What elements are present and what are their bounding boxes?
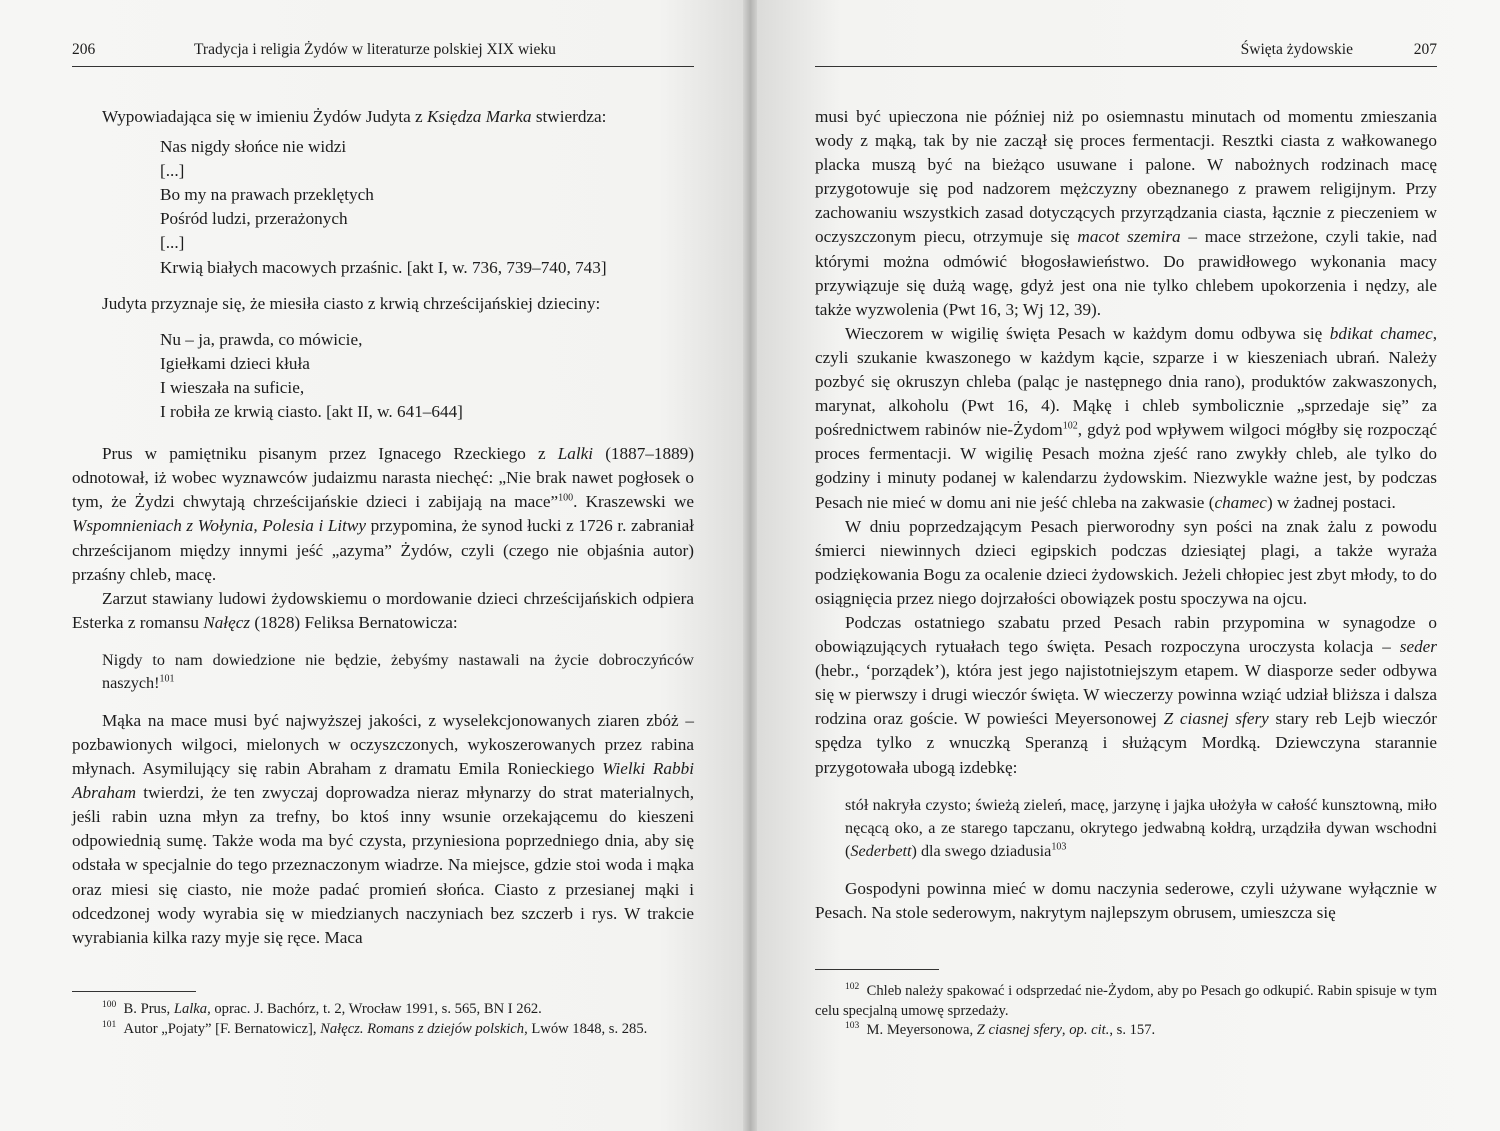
page-number-left: 206: [72, 41, 96, 58]
verse-line: Bo my na prawach przeklętych: [160, 185, 374, 205]
term-seder: seder: [1399, 637, 1437, 657]
drama-title-wielki-rabbi: Wielki Rabbi Abraham: [72, 759, 694, 803]
paragraph-seder: Podczas ostatniego szabatu przed Pesach rabin przypomina w synagodze o obowiązujących rytuałach tego święta. Pesach rozpoczyna uroczysta kolacja – seder (hebr., ‘porządek’), która jest jego najistotniejszym etapem. W diasporze seder odbywa się w pierwszy i drugi wieczór święta. W wieczerzy powinna wziąć udział bliższa i dalsza rodzina oraz goście. W powieści Meyersonowej Z ciasnej sfery stary reb Lejb wieczór spędza tylko z wnuczką Speranzą i służącym Mordką. Dziewczyna starannie przygotowała ubogą izdebkę:: [815, 612, 1437, 777]
left-page-body: [72, 105, 694, 950]
running-head-left: [72, 40, 694, 67]
right-page-body: [815, 105, 1437, 925]
verse-line: I robiła ze krwią ciasto. [akt II, w. 641–644]: [160, 402, 463, 422]
footnote-101: $^{101}$ Autor „Pojaty” [F. Bernatowicz], Nałęcz. Romans z dziejów polskich, Lwów 1848, s. 285.: [102, 1019, 648, 1037]
footnote-ref[interactable]: 100: [558, 492, 574, 504]
term-sederbett: Sederbett: [850, 841, 912, 860]
verse-line: Pośród ludzi, przerażonych: [160, 209, 348, 229]
book-title-lalka: Lalki: [557, 444, 594, 464]
verse-line: [...]: [160, 161, 185, 181]
block-quote-sederbett: stół nakryła czysto; świeżą zieleń, macę, jarzynę i jajka ułożyła w całość kunsztowną, miło nęcącą oko, a ze starego tapczanu, okrytego jedwabną kołdrą, urządziła dywan wschodni (Sederbett) dla swego dziadusia$^{103}$: [845, 795, 1437, 860]
verse-line: [...]: [160, 233, 185, 253]
paragraph-firstborn-fast: W dniu poprzedzającym Pesach pierworodny syn pości na znak żalu z powodu śmierci niewinnych dzieci egipskich podczas dziesiątej plagi, a także wyraża podziękowania Bogu za ocalenie dzieci żydowskich. Jeżeli chłopiec jest zbyt młody, to do osiągnięcia przez niego dojrzałości obowiązek postu spoczywa na ojcu.: [815, 516, 1437, 608]
footnote-102: $^{102}$ Chleb należy spakować i odsprzedać nie-Żydom, aby po Pesach go odkupić. Rabin spisuje w tym celu specjalną umowę sprzedaży.: [815, 982, 1437, 1019]
term-chamec: chamec: [1214, 492, 1267, 512]
footnote-ref[interactable]: 103: [1051, 841, 1067, 853]
footnote-103: $^{103}$ M. Meyersonowa, Z ciasnej sfery, op. cit., s. 157.: [845, 1021, 1156, 1038]
paragraph-esterka: Zarzut stawiany ludowi żydowskiemu o mordowanie dzieci chrześcijańskich odpiera Esterka z romansu Nałęcz (1828) Feliksa Bernatowicza:: [72, 588, 694, 632]
footnotes-right: [815, 982, 1437, 1041]
paragraph-prus-lalka: Prus w pamiętniku pisanym przez Ignacego Rzeckiego z Lalki (1887–1889) odnotował, iż wobec wyznawców judaizmu narasta niechęć: „Nie brak nawet pogłosek o tym, że Żydzi chwytają chrześcijańskie dzieci i zabijają na mace”$^{100}$. Kraszewski we Wspomnieniach z Wołynia, Polesia i Litwy przypomina, że synod łucki z 1726 r. zabraniał chrześcijanom między innymi jeść „azyma” Żydów, czyli (czego nie objaśnia autor) przaśny chleb, macę.: [72, 444, 694, 584]
book-gutter: [743, 0, 757, 1131]
footnote-rule-right: [815, 969, 939, 970]
book-title-wspomnienia: Wspomnieniach z Wołynia, Polesia i Litwy: [72, 516, 367, 536]
verse-line: Nu – ja, prawda, co mówicie,: [160, 329, 363, 349]
footnotes-left: [72, 1000, 694, 1039]
verse-line: Nas nigdy słońce nie widzi: [160, 137, 347, 157]
verse-quote-2: [72, 328, 694, 424]
running-head-right: [815, 40, 1437, 67]
footnote-100: $^{100}$ B. Prus, Lalka, oprac. J. Bachórz, t. 2, Wrocław 1991, s. 565, BN I 262.: [102, 1000, 542, 1017]
paragraph-maka-na-mace: Mąka na mace musi być najwyższej jakości, z wyselekcjonowanych ziaren zbóż – pozbawionych wilgoci, mielonych w oczyszczonych, wykoszerowanych przez rabina młynach. Asymilujący się rabin Abraham z dramatu Emila Ronieckiego Wielki Rabbi Abraham twierdzi, że ten zwyczaj doprowadza nieraz młynarzy do strat materialnych, jeśli rabin uzna młyn za trefny, bo ktoś inny wsunie orzekającemu do kieszeni odpowiednią sumę. Także woda ma być czysta, przyniesiona poprzedniego dnia, aby się odstała w specjalnie do tego przeznaczonym wiadrze. Na miejsce, gdzie stoi woda i mąka oraz miesi się ciasto, nie może padać promień słońca. Ciasto z przesianej mąki i odcedzonej wody wyrabia się w miedzianych naczyniach bez szczerb i rys. W trakcie wyrabiania kilka razy myje się ręce. Maca: [72, 710, 694, 947]
paragraph-naczynia-sederowe: Gospodyni powinna mieć w domu naczynia sederowe, czyli używane wyłącznie w Pesach. Na stole sederowym, nakrytym najlepszym obrusem, umieszcza się: [815, 878, 1437, 922]
verse-quote-1: [72, 135, 694, 280]
paragraph-bdikat-chamec: Wieczorem w wigilię święta Pesach w każdym domu odbywa się bdikat chamec, czyli szukanie kwaszonego w każdym kącie, szparze i w kieszeniach ubrań. Należy pozbyć się okruszyn chleba (paląc je następnego dnia rano), produktów zakwaszonych, marynat, alkoholu (Pwt 16, 4). Mąkę i chleb symbolicznie „sprzedaje się” za pośrednictwem rabinów nie-Żydom$^{102}$, gdyż pod wpływem wilgoci mógłby się rozpocząć proces fermentacji. W wigilię Pesach można zjeść rano zwykły chleb, ale tylko do godziny i minuty podanej w kalendarzu żydowskim. Niezwykle ważne jest, by podczas Pesach nie mieć w domu ani nie jeść chleba na zakwasie (chamec) w żadnej postaci.: [815, 323, 1437, 512]
verse-line: I wieszała na suficie,: [160, 377, 305, 397]
footnote-rule-left: [72, 991, 196, 992]
footnote-ref[interactable]: 102: [1062, 420, 1078, 432]
term-bdikat-chamec: bdikat chamec: [1329, 323, 1433, 343]
block-quote-nalecz: Nigdy to nam dowiedzione nie będzie, żebyśmy nastawali na życie dobroczyńców naszych!$^{101}$: [102, 650, 694, 692]
verse-line: Krwią białych macowych przaśnic. [akt I, w. 736, 739–740, 743]: [160, 257, 607, 277]
right-page: [750, 0, 1500, 1131]
running-head-title-right: Święta żydowskie: [1240, 41, 1353, 58]
term-macot-szemira: macot szemira: [1077, 227, 1181, 247]
book-title-ksiedza-marka: Księdza Marka: [426, 107, 532, 126]
paragraph-maca-continued: musi być upieczona nie później niż po osiemnastu minutach od momentu zmieszania wody z mąką, tak by nie zaczął się proces fermentacji. Resztki ciasta z wałkowanego placka muszą być na bieżąco usuwane i palone. W nabożnych rodzinach macę przygotowuje się pod nadzorem mężczyzny obeznanego z prawem religijnym. Przy zachowaniu wszystkich zasad dotyczących przyrządzania ciasta, łącznie z pieczeniem w oczyszczonym piecu, otrzymuje się macot szemira – mace strzeżone, czyli takie, nad którymi można odmówić błogosławieństwo. Do prawidłowego wykonania macy przywiązuje się dużą wagę, gdyż jest ona nie tylko chlebem upokorzenia i nędzy, ale także wyzwolenia (Pwt 16, 3; Wj 12, 39).: [815, 107, 1437, 319]
paragraph-judyta-confesses: Judyta przyznaje się, że miesiła ciasto z krwią chrześcijańskiej dzieciny:: [102, 293, 601, 313]
verse-line: Igiełkami dzieci kłuła: [160, 353, 310, 373]
book-title-z-ciasnej-sfery: Z ciasnej sfery: [1163, 709, 1269, 729]
footnote-ref[interactable]: 101: [159, 673, 175, 685]
page-number-right: 207: [1413, 41, 1437, 58]
book-title-nalecz: Nałęcz: [203, 612, 251, 632]
running-head-title-left: Tradycja i religia Żydów w literaturze polskiej XIX wieku: [194, 41, 556, 58]
paragraph-intro-judyta: Wypowiadająca się w imieniu Żydów Judyta z Księdza Marka stwierdza:: [102, 107, 607, 126]
